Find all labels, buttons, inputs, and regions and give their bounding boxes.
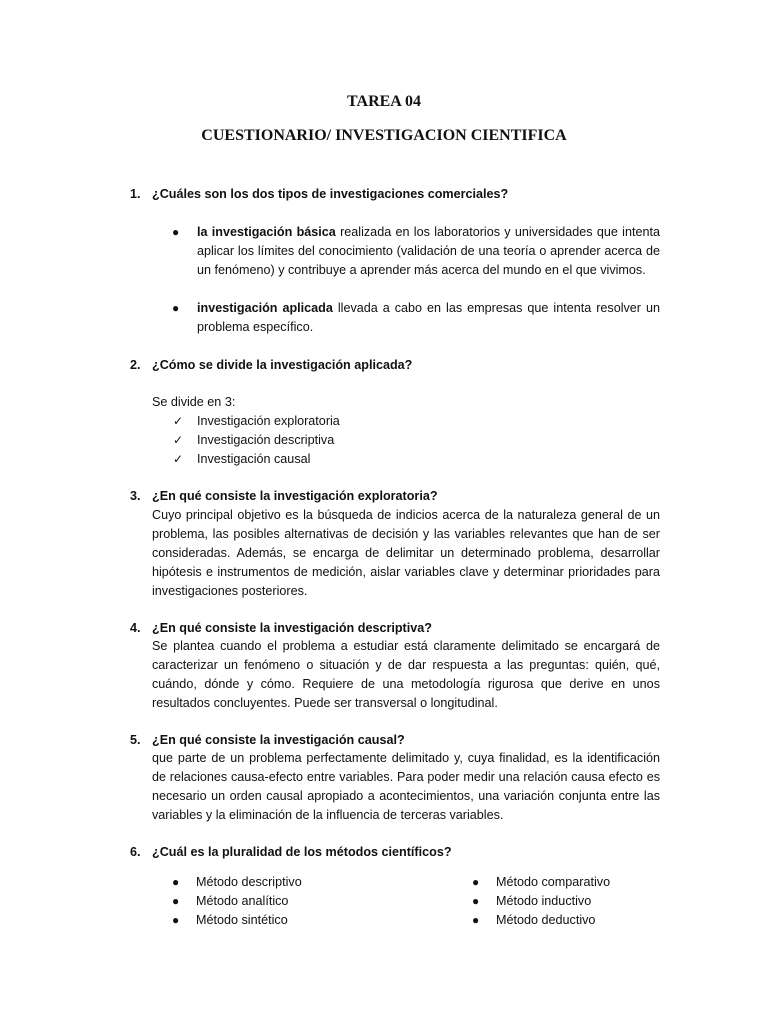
checkmark-icon: ✓ (173, 414, 184, 428)
question-text: ¿Cómo se divide la investigación aplicada? (152, 358, 413, 372)
list-item-text: Método deductivo (496, 913, 596, 927)
bullet-description: llevada a cabo en las empresas que intenta resolver un problema específico. (197, 301, 660, 334)
list-item (172, 892, 288, 911)
bullet-text (197, 299, 660, 337)
question-number: 6. (130, 845, 141, 859)
question-number: 3. (130, 489, 141, 503)
list-item-text: Método analítico (196, 894, 289, 908)
question-6-heading (130, 843, 452, 862)
list-item-text: Método descriptivo (196, 875, 302, 889)
bullet-text (197, 223, 660, 280)
list-item (472, 911, 595, 930)
list-item-text: Método inductivo (496, 894, 592, 908)
list-item-text: Método sintético (196, 913, 288, 927)
question-number: 4. (130, 621, 141, 635)
question-4-heading (130, 619, 432, 638)
list-item-text: Investigación causal (197, 452, 311, 466)
question-3-heading (130, 487, 438, 506)
bullet-dot-icon: ● (472, 894, 480, 908)
list-item (173, 412, 340, 431)
question-text: ¿Cuál es la pluralidad de los métodos científicos? (152, 845, 452, 859)
bullet-dot-icon: ● (172, 225, 180, 239)
answer-intro: Se divide en 3: (152, 395, 236, 409)
question-2-heading (130, 356, 412, 375)
list-item (172, 911, 288, 930)
list-item (173, 431, 334, 450)
question-text: ¿Cuáles son los dos tipos de investigaciones comerciales? (152, 187, 509, 201)
question-text: ¿En qué consiste la investigación causal? (152, 733, 405, 747)
bullet-dot-icon: ● (172, 875, 180, 889)
list-item-text: Investigación exploratoria (197, 414, 340, 428)
list-item (172, 223, 660, 280)
bullet-dot-icon: ● (172, 301, 180, 315)
list-item (173, 450, 310, 469)
question-number: 5. (130, 733, 141, 747)
list-item (172, 873, 302, 892)
list-item-text: Método comparativo (496, 875, 611, 889)
document-title: TAREA 04 (347, 93, 421, 110)
question-text: ¿En qué consiste la investigación exploratoria? (152, 489, 438, 503)
question-5-heading (130, 731, 405, 750)
list-item (472, 892, 591, 911)
bullet-description: realizada en los laboratorios y universidades que intenta aplicar los límites del conocimiento (validación de una teoría o aprender acerca de un fenómeno) y contribuye a aprender más acerca del mundo en el que vivimos. (197, 225, 660, 277)
answer-text: Cuyo principal objetivo es la búsqueda de indicios acerca de la naturaleza general de un problema, las posibles alternativas de decisión y las variables relevantes que han de ser consideradas. Además, se encarga de delimitar un determinado problema, desarrollar hipótesis e instrumentos de medición, aislar variables clave y determinar prioridades para investigaciones posteriores. (152, 508, 660, 598)
list-item (472, 873, 610, 892)
bullet-term: la investigación básica (197, 225, 336, 239)
document-subtitle: CUESTIONARIO/ INVESTIGACION CIENTIFICA (201, 127, 567, 144)
list-item (172, 299, 660, 337)
checkmark-icon: ✓ (173, 452, 184, 466)
list-item-text: Investigación descriptiva (197, 433, 335, 447)
bullet-dot-icon: ● (472, 913, 480, 927)
question-number: 1. (130, 187, 141, 201)
question-number: 2. (130, 358, 141, 372)
bullet-dot-icon: ● (172, 894, 180, 908)
question-1-heading (130, 185, 508, 204)
bullet-dot-icon: ● (172, 913, 180, 927)
answer-text: que parte de un problema perfectamente delimitado y, cuya finalidad, es la identificación de relaciones causa-efecto entre variables. Para poder medir una relación causa efecto es necesario un orden causal apropiado a acontecimientos, una variación conjunta entre las variables y la eliminación de la influencia de terceras variables. (152, 751, 660, 822)
bullet-term: investigación aplicada (197, 301, 333, 315)
answer-text: Se plantea cuando el problema a estudiar está claramente delimitado se encargará de caracterizar un fenómeno o situación y de dar respuesta a las preguntas: quién, qué, cuándo, dónde y cómo. Requiere de una metodología rigurosa que derive en unos resultados concluyentes. Puede ser transversal o longitudinal. (152, 639, 660, 710)
bullet-dot-icon: ● (472, 875, 480, 889)
checkmark-icon: ✓ (173, 433, 184, 447)
question-text: ¿En qué consiste la investigación descriptiva? (152, 621, 432, 635)
